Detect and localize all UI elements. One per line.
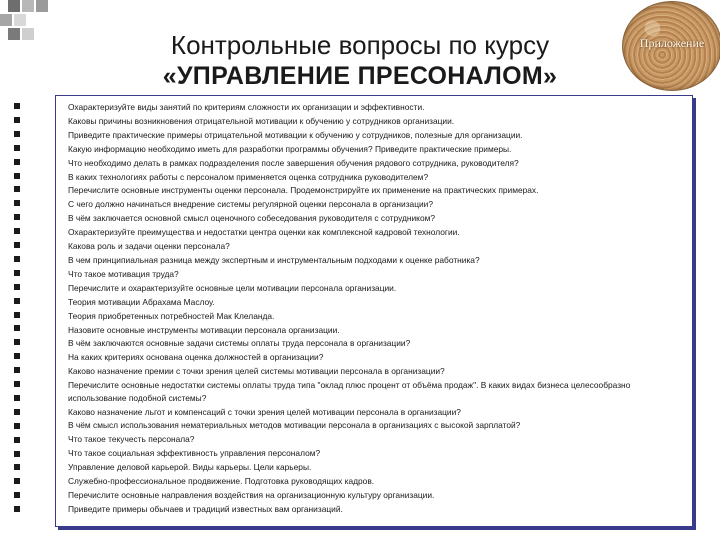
question-item: На каких критериях основана оценка должностей в организации? — [68, 352, 324, 363]
bullet-marker — [14, 270, 20, 276]
bullet-marker — [14, 409, 20, 415]
question-item: Перечислите и охарактеризуйте основные цели мотивации персонала организации. — [68, 282, 397, 293]
bullet-marker — [14, 312, 20, 318]
page-title: Контрольные вопросы по курсу — [170, 30, 550, 60]
question-item: Перечислите основные инструменты оценки персонала. Продемонстрируйте их применение на практических примерах. — [68, 185, 539, 196]
bullet-marker — [14, 506, 20, 512]
question-item: Теория приобретенных потребностей Мак Клеланда. — [68, 310, 275, 321]
bullet-marker — [14, 242, 20, 248]
badge-label: Приложение — [639, 36, 705, 50]
question-item: Служебно-профессиональное продвижение. Подготовка руководящих кадров. — [68, 476, 375, 487]
question-item: Управление деловой карьерой. Виды карьеры. Цели карьеры. — [68, 462, 312, 473]
corner-decoration — [0, 0, 60, 60]
bullet-marker — [14, 159, 20, 165]
question-item: С чего должно начинаться внедрение системы регулярной оценки персонала в организации? — [68, 199, 434, 210]
bullet-marker — [14, 103, 20, 109]
bullet-marker — [14, 437, 20, 443]
bullet-marker — [14, 367, 20, 373]
question-item: В чём заключается основной смысл оценочного собеседования руководителя с сотрудником? — [68, 213, 436, 224]
bullet-marker — [14, 117, 20, 123]
bullet-marker — [14, 451, 20, 457]
bullet-marker — [14, 492, 20, 498]
question-item: В каких технологиях работы с персоналом применяется оценка сотрудника руководителем? — [68, 171, 429, 182]
bullet-marker — [14, 325, 20, 331]
question-item: Перечислите основные недостатки системы оплаты труда типа "оклад плюс процент от объёма продаж". В каких видах бизнеса целесообразно использование подобной системы? — [68, 380, 631, 403]
question-item: Что такое мотивация труда? — [68, 268, 179, 279]
bullet-marker — [14, 186, 20, 192]
question-item: Охарактеризуйте преимущества и недостатки центра оценки как комплексной кадровой технологии. — [68, 227, 460, 238]
course-name: «УПРАВЛЕНИЕ ПРЕСОНАЛОМ» — [162, 62, 558, 90]
question-item: Теория мотивации Абрахама Маслоу. — [68, 296, 215, 307]
question-item: Приведите практические примеры отрицательной мотивации к обучению у сотрудников, полезные для организации. — [68, 129, 523, 140]
question-item: В чём смысл использования нематериальных методов мотивации персонала в организациях с высокой зарплатой? — [68, 420, 521, 431]
question-item: Каковы причины возникновения отрицательной мотивации к обучению у сотрудников организации. — [68, 115, 455, 126]
bullet-marker — [14, 131, 20, 137]
question-item: Охарактеризуйте виды занятий по критериям сложности их организации и эффективности. — [68, 102, 425, 112]
questions-panel — [55, 95, 693, 527]
bullet-marker — [14, 423, 20, 429]
bullet-column — [14, 97, 26, 537]
bullet-marker — [14, 145, 20, 151]
question-item: Что необходимо делать в рамках подразделения после завершения обучения рядового сотрудника, руководителя? — [68, 157, 519, 168]
question-item: Что такое текучесть персонала? — [68, 434, 195, 445]
bullet-marker — [14, 200, 20, 206]
questions-list — [68, 101, 686, 517]
question-item: Каково назначение льгот и компенсаций с точки зрения целей мотивации персонала в организации? — [68, 406, 461, 417]
question-item: Приведите примеры обычаев и традиций известных вам организаций. — [68, 503, 343, 514]
bullet-marker — [14, 339, 20, 345]
bullet-marker — [14, 214, 20, 220]
bullet-marker — [14, 228, 20, 234]
question-item: Какую информацию необходимо иметь для разработки программы обучения? Приведите практические примеры. — [68, 143, 512, 154]
bullet-marker — [14, 256, 20, 262]
question-item: В чём заключаются основные задачи системы оплаты труда персонала в организации? — [68, 338, 411, 349]
appendix-badge — [622, 1, 720, 91]
bullet-marker — [14, 173, 20, 179]
question-item: Каково назначение премии с точки зрения целей системы мотивации персонала в организации? — [68, 366, 445, 377]
bullet-marker — [14, 478, 20, 484]
question-item: Что такое социальная эффективность управления персоналом? — [68, 448, 321, 459]
question-item: Какова роль и задачи оценки персонала? — [68, 241, 230, 252]
bullet-marker — [14, 353, 20, 359]
question-item: Перечислите основные направления воздействия на организационную культуру организации. — [68, 489, 435, 500]
bullet-marker — [14, 464, 20, 470]
bullet-marker — [14, 298, 20, 304]
bullet-marker — [14, 395, 20, 401]
question-item: Назовите основные инструменты мотивации персонала организации. — [68, 324, 340, 335]
bullet-marker — [14, 381, 20, 387]
bullet-marker — [14, 284, 20, 290]
question-item: В чем принципиальная разница между экспертным и инструментальным подходами к оценке работника? — [68, 254, 480, 265]
